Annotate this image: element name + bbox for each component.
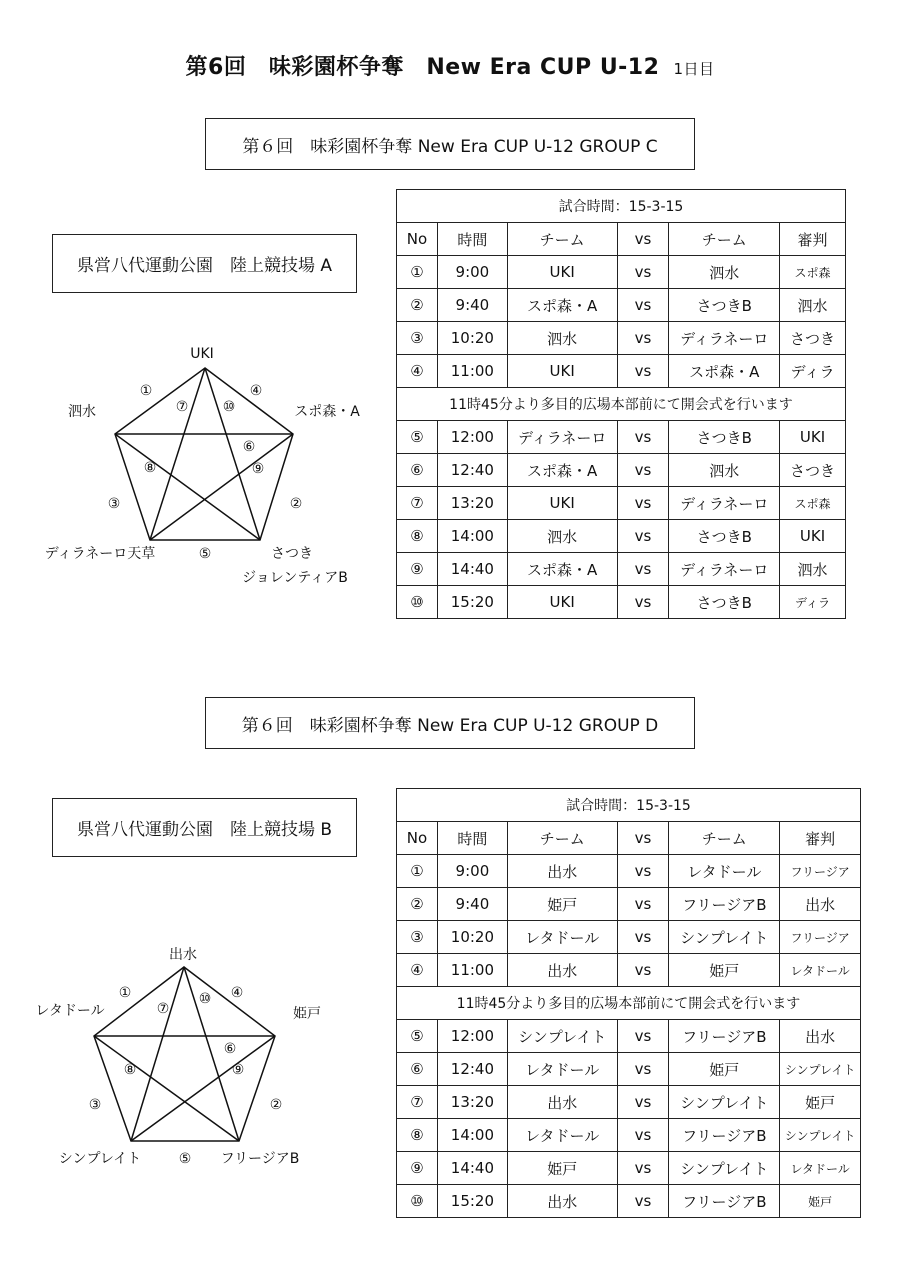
team-a: ディラネーロ <box>507 421 617 454</box>
referee: UKI <box>780 520 846 553</box>
vs: vs <box>617 954 669 987</box>
group-c-schedule-table <box>396 189 846 619</box>
match-time-cell: 13:20 <box>437 1086 507 1119</box>
match-time: 試合時間：15-3-15 <box>397 789 861 822</box>
team-a: スポ森・A <box>507 553 617 586</box>
team-a: 出水 <box>507 855 617 888</box>
col-no: No <box>397 822 438 855</box>
c-match-5: ⑤ <box>198 546 212 562</box>
c-match-9: ⑨ <box>251 461 265 477</box>
team-b: 泗水 <box>669 256 780 289</box>
page-title-text: 第6回 味彩園杯争奪 New Era CUP U-12 <box>185 55 660 80</box>
referee: 泗水 <box>780 289 846 322</box>
column-header-row <box>397 223 846 256</box>
table-row <box>397 586 846 619</box>
match-time-cell: 10:20 <box>437 322 507 355</box>
d-team-top: 出水 <box>169 947 197 963</box>
team-a: レタドール <box>507 921 617 954</box>
match-time-cell: 14:40 <box>437 1152 507 1185</box>
match-no: ⑩ <box>397 1185 438 1218</box>
referee: スポ森 <box>780 256 846 289</box>
team-a: 出水 <box>507 1185 617 1218</box>
match-time-cell: 12:00 <box>437 421 507 454</box>
group-d-pentagon-diagram <box>20 935 360 1175</box>
match-no: ⑩ <box>397 586 438 619</box>
referee: さつき <box>780 322 846 355</box>
page-title <box>0 50 900 81</box>
match-no: ① <box>397 256 438 289</box>
c-match-3: ③ <box>107 496 121 512</box>
col-time: 時間 <box>437 223 507 256</box>
c-match-7: ⑦ <box>175 399 189 415</box>
group-c-header-text: 第６回 味彩園杯争奪 New Era CUP U-12 GROUP C <box>242 136 658 157</box>
col-team-b: チーム <box>669 223 780 256</box>
opening-ceremony-note: 11時45分より多目的広場本部前にて開会式を行います <box>397 987 861 1020</box>
vs: vs <box>617 1020 669 1053</box>
match-time-cell: 14:40 <box>437 553 507 586</box>
team-b: ディラネーロ <box>669 322 780 355</box>
team-a: 泗水 <box>507 520 617 553</box>
match-time-cell: 12:00 <box>437 1020 507 1053</box>
c-team-top: UKI <box>190 346 214 362</box>
vs: vs <box>617 322 669 355</box>
referee: スポ森 <box>780 487 846 520</box>
d-team-lower-right: フリージアB <box>220 1151 300 1167</box>
team-b: フリージアB <box>669 1119 780 1152</box>
match-no: ⑦ <box>397 487 438 520</box>
referee: レタドール <box>780 1152 861 1185</box>
col-referee: 審判 <box>780 822 861 855</box>
c-team-upper-right: スポ森・A <box>294 404 360 420</box>
vs: vs <box>617 289 669 322</box>
table-row <box>397 1119 861 1152</box>
table-row <box>397 553 846 586</box>
referee: フリージア <box>780 855 861 888</box>
team-b: フリージアB <box>669 1185 780 1218</box>
team-a: 出水 <box>507 954 617 987</box>
table-row <box>397 355 846 388</box>
match-no: ⑥ <box>397 454 438 487</box>
match-time: 試合時間：15-3-15 <box>397 190 846 223</box>
match-time-cell: 15:20 <box>437 586 507 619</box>
table-row <box>397 487 846 520</box>
match-no: ② <box>397 888 438 921</box>
match-time-cell: 12:40 <box>437 1053 507 1086</box>
team-b: さつきB <box>669 289 780 322</box>
team-b: 姫戸 <box>669 954 780 987</box>
c-match-8: ⑧ <box>143 460 157 476</box>
col-vs: vs <box>617 223 669 256</box>
match-no: ④ <box>397 355 438 388</box>
match-no: ④ <box>397 954 438 987</box>
table-row <box>397 256 846 289</box>
referee: UKI <box>780 421 846 454</box>
col-vs: vs <box>617 822 669 855</box>
match-time-cell: 15:20 <box>437 1185 507 1218</box>
team-a: シンプレイト <box>507 1020 617 1053</box>
match-no: ⑦ <box>397 1086 438 1119</box>
col-team-a: チーム <box>507 822 617 855</box>
vs: vs <box>617 1185 669 1218</box>
match-no: ⑨ <box>397 553 438 586</box>
team-a: UKI <box>507 586 617 619</box>
c-match-4: ④ <box>249 383 263 399</box>
team-b: さつきB <box>669 520 780 553</box>
vs: vs <box>617 1119 669 1152</box>
team-a: UKI <box>507 256 617 289</box>
match-time-cell: 10:20 <box>437 921 507 954</box>
c-match-1: ① <box>139 383 153 399</box>
vs: vs <box>617 355 669 388</box>
match-time-cell: 13:20 <box>437 487 507 520</box>
group-d-venue-text: 県営八代運動公園 陸上競技場 B <box>76 820 333 840</box>
match-time-cell: 11:00 <box>437 954 507 987</box>
match-no: ⑨ <box>397 1152 438 1185</box>
col-referee: 審判 <box>780 223 846 256</box>
team-b: スポ森・A <box>669 355 780 388</box>
vs: vs <box>617 256 669 289</box>
vs: vs <box>617 553 669 586</box>
vs: vs <box>617 888 669 921</box>
match-no: ③ <box>397 921 438 954</box>
notice-row <box>397 388 846 421</box>
vs: vs <box>617 921 669 954</box>
team-b: 姫戸 <box>669 1053 780 1086</box>
col-time: 時間 <box>437 822 507 855</box>
referee: レタドール <box>780 954 861 987</box>
referee: 出水 <box>780 1020 861 1053</box>
match-time-cell: 9:40 <box>437 888 507 921</box>
referee: フリージア <box>780 921 861 954</box>
table-row <box>397 1086 861 1119</box>
table-row <box>397 888 861 921</box>
c-match-10: ⑩ <box>222 399 236 415</box>
referee: ディラ <box>780 586 846 619</box>
team-a: レタドール <box>507 1053 617 1086</box>
vs: vs <box>617 586 669 619</box>
team-a: レタドール <box>507 1119 617 1152</box>
referee: 姫戸 <box>780 1185 861 1218</box>
referee: 泗水 <box>780 553 846 586</box>
match-no: ⑤ <box>397 1020 438 1053</box>
vs: vs <box>617 520 669 553</box>
table-header-row <box>397 789 861 822</box>
group-c-header <box>205 118 695 170</box>
d-match-7: ⑦ <box>156 1001 170 1017</box>
team-a: スポ森・A <box>507 289 617 322</box>
match-time-cell: 9:40 <box>437 289 507 322</box>
table-row <box>397 921 861 954</box>
c-team-lower-right-2: ジョレンティアB <box>242 570 348 586</box>
vs: vs <box>617 454 669 487</box>
match-time-cell: 14:00 <box>437 1119 507 1152</box>
team-a: UKI <box>507 355 617 388</box>
table-row <box>397 1185 861 1218</box>
opening-ceremony-note: 11時45分より多目的広場本部前にて開会式を行います <box>397 388 846 421</box>
d-match-4: ④ <box>230 985 244 1001</box>
col-team-b: チーム <box>669 822 780 855</box>
team-b: シンプレイト <box>669 1086 780 1119</box>
column-header-row <box>397 822 861 855</box>
table-row <box>397 1152 861 1185</box>
team-b: フリージアB <box>669 888 780 921</box>
match-time-cell: 9:00 <box>437 256 507 289</box>
d-match-8: ⑧ <box>123 1062 137 1078</box>
match-no: ② <box>397 289 438 322</box>
c-team-lower-left: ディラネーロ天草 <box>44 546 156 562</box>
team-b: ディラネーロ <box>669 553 780 586</box>
match-time-cell: 11:00 <box>437 355 507 388</box>
team-b: さつきB <box>669 586 780 619</box>
team-b: シンプレイト <box>669 921 780 954</box>
d-match-9: ⑨ <box>231 1062 245 1078</box>
vs: vs <box>617 1086 669 1119</box>
table-row <box>397 855 861 888</box>
d-match-5: ⑤ <box>178 1151 192 1167</box>
team-a: 姫戸 <box>507 888 617 921</box>
table-row <box>397 520 846 553</box>
c-match-2: ② <box>289 496 303 512</box>
referee: 姫戸 <box>780 1086 861 1119</box>
d-team-upper-right: 姫戸 <box>293 1006 321 1022</box>
group-d-venue <box>52 798 357 857</box>
team-a: スポ森・A <box>507 454 617 487</box>
group-c-venue <box>52 234 357 293</box>
col-team-a: チーム <box>507 223 617 256</box>
vs: vs <box>617 421 669 454</box>
team-a: 出水 <box>507 1086 617 1119</box>
d-match-6: ⑥ <box>223 1041 237 1057</box>
table-row <box>397 1053 861 1086</box>
d-match-1: ① <box>118 985 132 1001</box>
match-no: ⑤ <box>397 421 438 454</box>
d-team-upper-left: レタドール <box>35 1003 105 1019</box>
col-no: No <box>397 223 438 256</box>
team-b: フリージアB <box>669 1020 780 1053</box>
match-no: ⑥ <box>397 1053 438 1086</box>
table-row <box>397 1020 861 1053</box>
group-d-header <box>205 697 695 749</box>
day-label: 1日目 <box>673 60 715 78</box>
team-b: ディラネーロ <box>669 487 780 520</box>
d-match-10: ⑩ <box>198 991 212 1007</box>
match-no: ③ <box>397 322 438 355</box>
team-b: さつきB <box>669 421 780 454</box>
table-header-row <box>397 190 846 223</box>
c-team-lower-right: さつき <box>271 546 313 562</box>
c-team-upper-left: 泗水 <box>68 404 96 420</box>
referee: ディラ <box>780 355 846 388</box>
table-row <box>397 421 846 454</box>
d-match-2: ② <box>269 1097 283 1113</box>
referee: シンプレイト <box>780 1119 861 1152</box>
match-time-cell: 12:40 <box>437 454 507 487</box>
group-c-pentagon-diagram <box>30 340 370 590</box>
group-d-header-text: 第６回 味彩園杯争奪 New Era CUP U-12 GROUP D <box>241 715 659 736</box>
vs: vs <box>617 487 669 520</box>
team-b: レタドール <box>669 855 780 888</box>
d-match-3: ③ <box>88 1097 102 1113</box>
group-c-venue-text: 県営八代運動公園 陸上競技場 A <box>76 256 333 276</box>
match-time-cell: 14:00 <box>437 520 507 553</box>
d-team-lower-left: シンプレイト <box>58 1151 142 1167</box>
table-row <box>397 954 861 987</box>
match-no: ⑧ <box>397 520 438 553</box>
group-d-schedule-table <box>396 788 861 1218</box>
team-a: UKI <box>507 487 617 520</box>
notice-row <box>397 987 861 1020</box>
team-a: 泗水 <box>507 322 617 355</box>
vs: vs <box>617 855 669 888</box>
c-match-6: ⑥ <box>242 439 256 455</box>
team-b: 泗水 <box>669 454 780 487</box>
referee: 出水 <box>780 888 861 921</box>
team-a: 姫戸 <box>507 1152 617 1185</box>
table-row <box>397 322 846 355</box>
team-b: シンプレイト <box>669 1152 780 1185</box>
match-no: ⑧ <box>397 1119 438 1152</box>
table-row <box>397 289 846 322</box>
table-row <box>397 454 846 487</box>
referee: シンプレイト <box>780 1053 861 1086</box>
vs: vs <box>617 1053 669 1086</box>
match-no: ① <box>397 855 438 888</box>
match-time-cell: 9:00 <box>437 855 507 888</box>
vs: vs <box>617 1152 669 1185</box>
referee: さつき <box>780 454 846 487</box>
